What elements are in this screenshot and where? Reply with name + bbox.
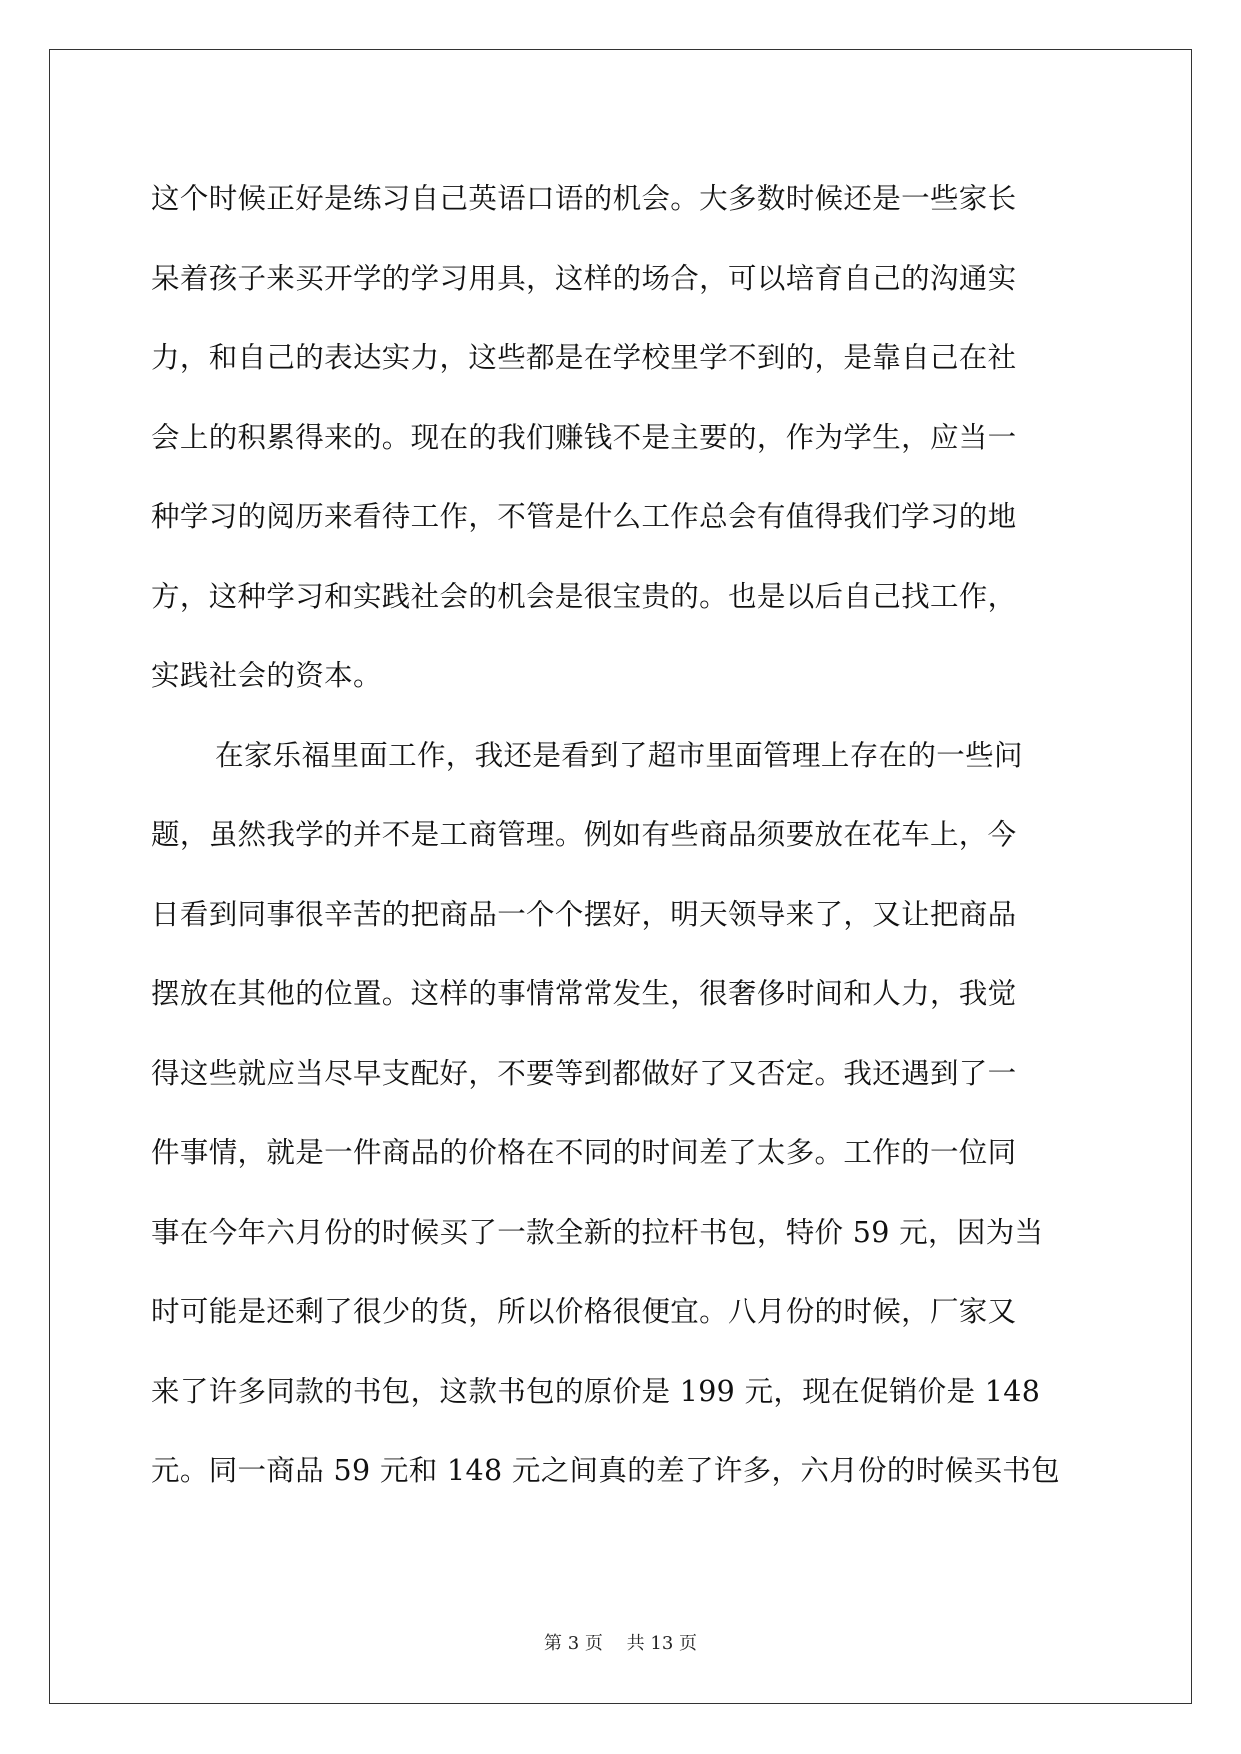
text-line: 摆放在其他的位置。这样的事情常常发生，很奢侈时间和人力，我觉 [151,977,1017,1010]
text-line: 题，虽然我学的并不是工商管理。例如有些商品须要放在花车上，今 [151,818,1017,851]
text-line: 种学习的阅历来看待工作，不管是什么工作总会有值得我们学习的地 [151,500,1017,533]
text-line: 方，这种学习和实践社会的机会是很宝贵的。也是以后自己找工作， [151,579,1017,613]
text-line: 日看到同事很辛苦的把商品一个个摆好，明天领导来了，又让把商品 [151,897,1017,931]
text-line: 呆着孩子来买开学的学习用具，这样的场合，可以培育自己的沟通实 [151,261,1017,295]
text-line: 得这些就应当尽早支配好，不要等到都做好了又否定。我还遇到了一 [151,1056,1017,1090]
text-line: 力，和自己的表达实力，这些都是在学校里学不到的，是靠自己在社 [151,341,1017,374]
page-number: 第 3 页 [544,1633,603,1654]
document-body [151,159,1091,1511]
text-line: 这个时候正好是练习自己英语口语的机会。大多数时候还是一些家长 [151,182,1017,215]
text-line: 会上的积累得来的。现在的我们赚钱不是主要的，作为学生，应当一 [151,420,1017,454]
text-line: 事在今年六月份的时候买了一款全新的拉杆书包，特价 59 元，因为当 [151,1215,1044,1249]
page-total: 共 13 页 [626,1633,697,1654]
page-footer [0,1632,1241,1656]
text-line: 件事情，就是一件商品的价格在不同的时间差了太多。工作的一位同 [151,1136,1017,1169]
text-line: 来了许多同款的书包，这款书包的原价是 199 元，现在促销价是 148 [151,1374,1041,1408]
text-line: 实践社会的资本。 [151,659,382,692]
text-line: 时可能是还剩了很少的货，所以价格很便宜。八月份的时候，厂家又 [151,1295,1017,1328]
text-line: 元。同一商品 59 元和 148 元之间真的差了许多，六月份的时候买书包 [151,1454,1061,1487]
paragraph-start-line: 在家乐福里面工作，我还是看到了超市里面管理上存在的一些问 [215,738,1023,772]
